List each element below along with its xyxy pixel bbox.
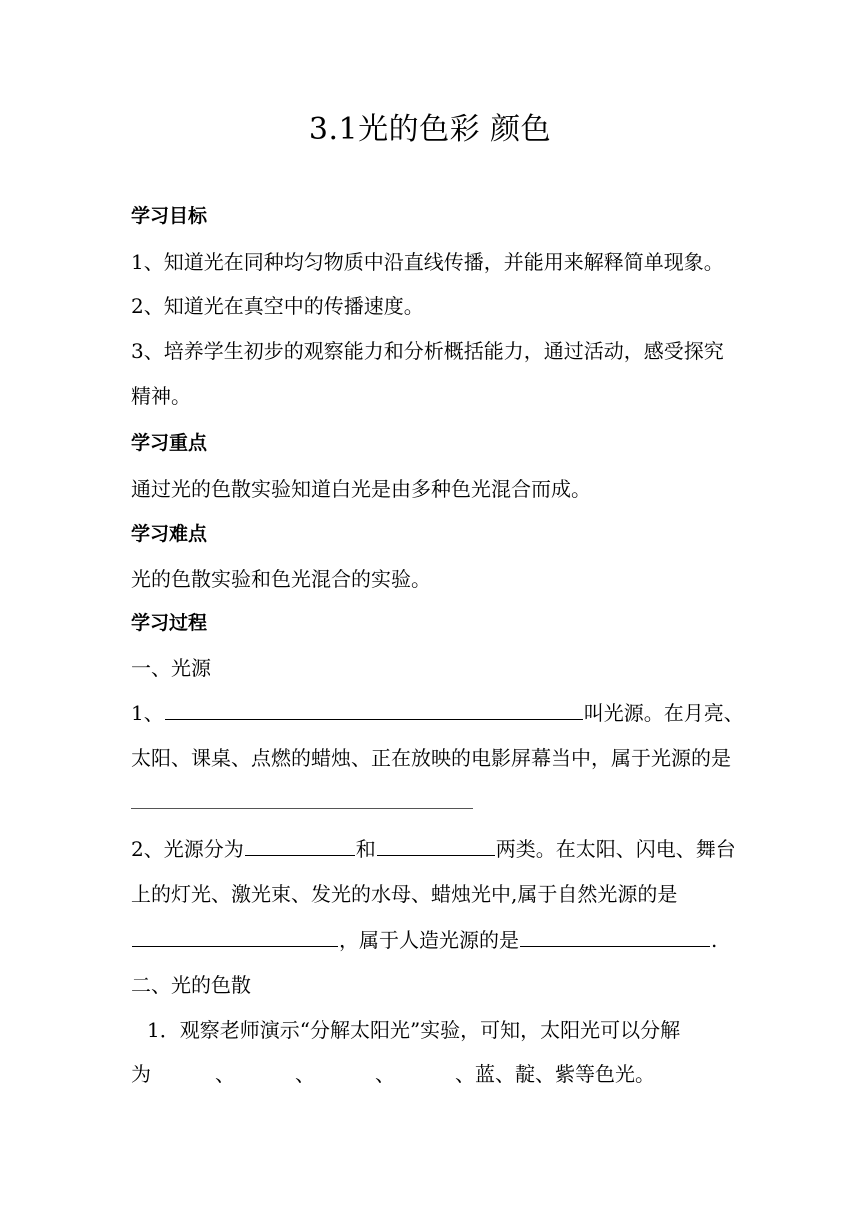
question-3-line-2 [131, 1054, 731, 1094]
page-title: 3.1光的色彩 颜色 [308, 112, 552, 147]
question-3-prefix: 为 [131, 1062, 151, 1086]
key-points-text: 通过光的色散实验知道白光是由多种色光混合而成。 [131, 477, 591, 501]
fill-blank-4[interactable] [377, 835, 495, 856]
goal-item-3-cont: 精神。 [131, 384, 191, 408]
question-3-sep-2: 、 [295, 1062, 315, 1086]
goal-item-1: 1、知道光在同种均匀物质中沿直线传播，并能用来解释简单现象。 [131, 250, 724, 274]
question-2-line-3-mid: ，属于人造光源的是 [339, 928, 519, 952]
key-points-heading: 学习重点 [131, 432, 208, 454]
question-2-line-3-end: . [711, 928, 718, 952]
question-2-line-2: 上的灯光、激光束、发光的水母、蜡烛光中,属于自然光源的是 [131, 882, 678, 906]
goals-heading: 学习目标 [131, 205, 208, 227]
fill-blank-5[interactable] [132, 926, 338, 947]
question-1-line-2: 太阳、课桌、点燃的蜡烛、正在放映的电影屏幕当中，属于光源的是 [131, 746, 731, 770]
question-1-prefix: 1、 [131, 701, 164, 725]
question-2-line-3 [131, 920, 731, 960]
question-2-line-1 [131, 829, 736, 869]
question-1-suffix: 叫光源。在月亮、 [583, 701, 744, 725]
section-light-source: 一、光源 [131, 656, 211, 680]
question-2-mid: 和 [355, 837, 376, 861]
question-2-suffix: 两类。在太阳、闪电、舞台 [495, 837, 736, 861]
difficulties-heading: 学习难点 [131, 523, 208, 545]
fill-blank-1[interactable] [165, 699, 583, 720]
process-heading: 学习过程 [131, 612, 208, 634]
question-3-line-1: 1．观察老师演示“分解太阳光”实验，可知，太阳光可以分解 [147, 1018, 681, 1042]
question-3-sep-1: 、 [215, 1062, 235, 1086]
fill-blank-2[interactable] [131, 808, 473, 809]
question-2-prefix: 2、光源分为 [131, 837, 244, 861]
goal-item-2: 2、知道光在真空中的传播速度。 [131, 294, 424, 318]
goal-item-3: 3、培养学生初步的观察能力和分析概括能力，通过活动，感受探究 [131, 339, 724, 363]
difficulties-text: 光的色散实验和色光混合的实验。 [131, 567, 431, 591]
fill-blank-3[interactable] [245, 835, 355, 856]
fill-blank-6[interactable] [520, 926, 710, 947]
section-dispersion: 二、光的色散 [131, 973, 251, 997]
question-3-suffix: 、蓝、靛、紫等色光。 [455, 1062, 655, 1086]
question-1-line-1 [131, 693, 744, 733]
question-3-sep-3: 、 [375, 1062, 395, 1086]
